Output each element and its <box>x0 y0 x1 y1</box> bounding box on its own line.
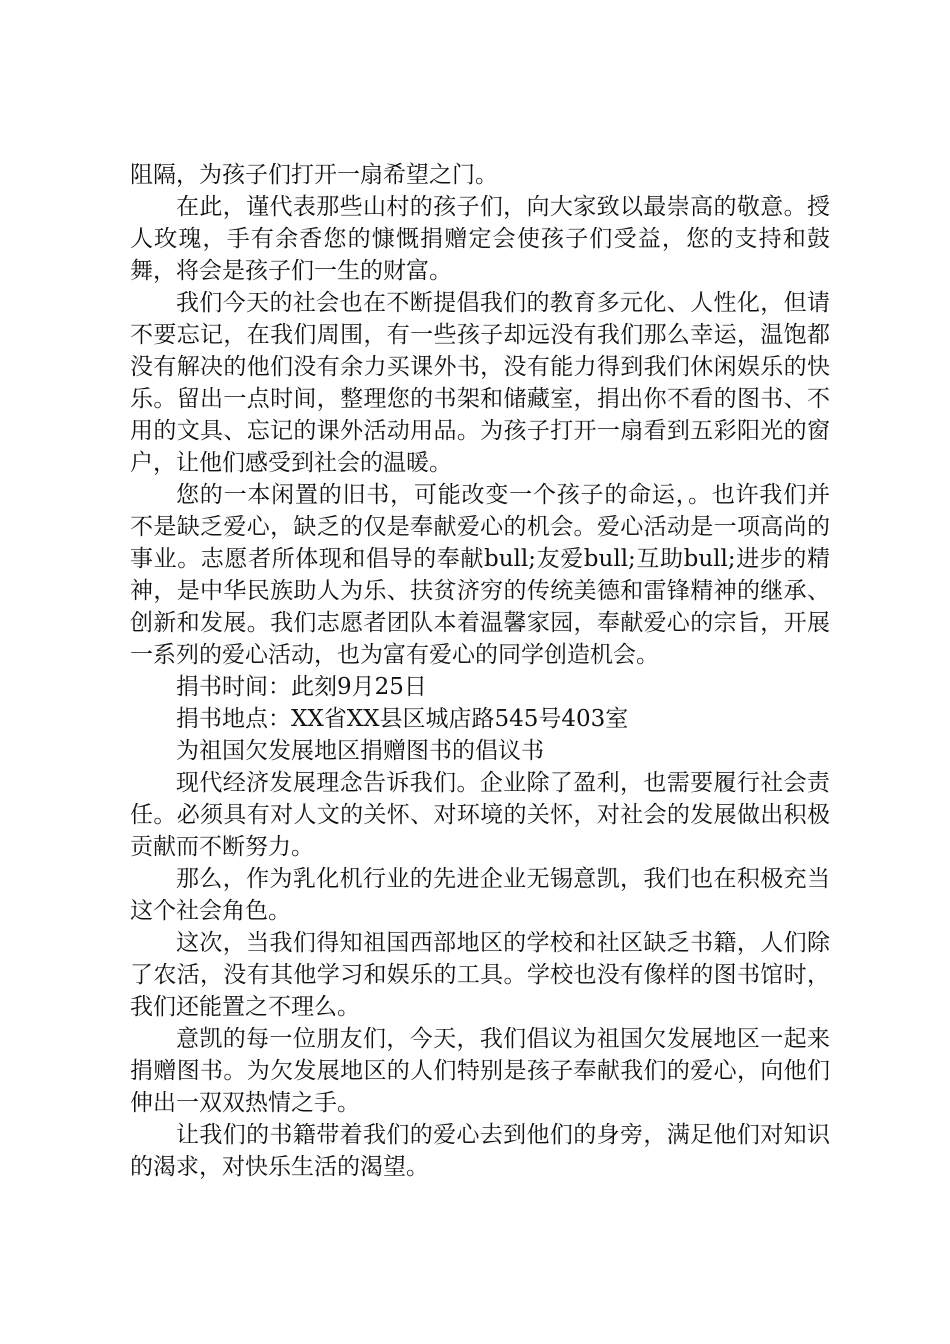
section-title: 为祖国欠发展地区捐赠图书的倡议书 <box>176 738 544 764</box>
paragraph-3: 您的一本闲置的旧书，可能改变一个孩子的命运，。也许我们并不是缺乏爱心，缺乏的仅是奉献爱心的机会。爱心活动是一项高尚的事业。志愿者所体现和倡导的奉献bull;友爱bull;互助bull;进步的精神，是中华民族助人为乐、扶贫济穷的传统美德和雷锋精神的继承、创新和发展。我们志愿者团队本着温馨家园，奉献爱心的宗旨，开展一系列的爱心活动，也为富有爱心的同学创造机会。 <box>130 482 830 668</box>
paragraph-9: 这次，当我们得知祖国西部地区的学校和社区缺乏书籍，人们除了农活，没有其他学习和娱乐的工具。学校也没有像样的图书馆时，我们还能置之不理么。 <box>130 930 830 1020</box>
document-body <box>130 159 830 1183</box>
paragraph-2: 我们今天的社会也在不断提倡我们的教育多元化、人性化，但请不要忘记，在我们周围，有一些孩子却远没有我们那么幸运，温饱都没有解决的他们没有余力买课外书，没有能力得到我们休闲娱乐的快乐。留出一点时间，整理您的书架和储藏室，捐出你不看的图书、不用的文具、忘记的课外活动用品。为孩子打开一扇看到五彩阳光的窗户，让他们感受到社会的温暖。 <box>130 290 830 476</box>
paragraph-10: 意凯的每一位朋友们，今天，我们倡议为祖国欠发展地区一起来捐赠图书。为欠发展地区的人们特别是孩子奉献我们的爱心，向他们伸出一双双热情之手。 <box>130 1026 830 1116</box>
paragraph-7: 现代经济发展理念告诉我们。企业除了盈利，也需要履行社会责任。必须具有对人文的关怀、对环境的关怀，对社会的发展做出积极贡献而不断努力。 <box>130 770 830 860</box>
donation-time: 捐书时间：此刻9月25日 <box>176 674 427 700</box>
donation-location: 捐书地点：XX省XX县区城店路545号403室 <box>176 706 629 732</box>
paragraph-0: 阻隔，为孩子们打开一扇希望之门。 <box>130 162 498 188</box>
paragraph-11: 让我们的书籍带着我们的爱心去到他们的身旁，满足他们对知识的渴求，对快乐生活的渴望。 <box>130 1122 830 1180</box>
paragraph-8: 那么，作为乳化机行业的先进企业无锡意凯，我们也在积极充当这个社会角色。 <box>130 866 830 924</box>
paragraph-1: 在此，谨代表那些山村的孩子们，向大家致以最崇高的敬意。授人玫瑰，手有余香您的慷慨捐赠定会使孩子们受益，您的支持和鼓舞，将会是孩子们一生的财富。 <box>130 194 830 284</box>
